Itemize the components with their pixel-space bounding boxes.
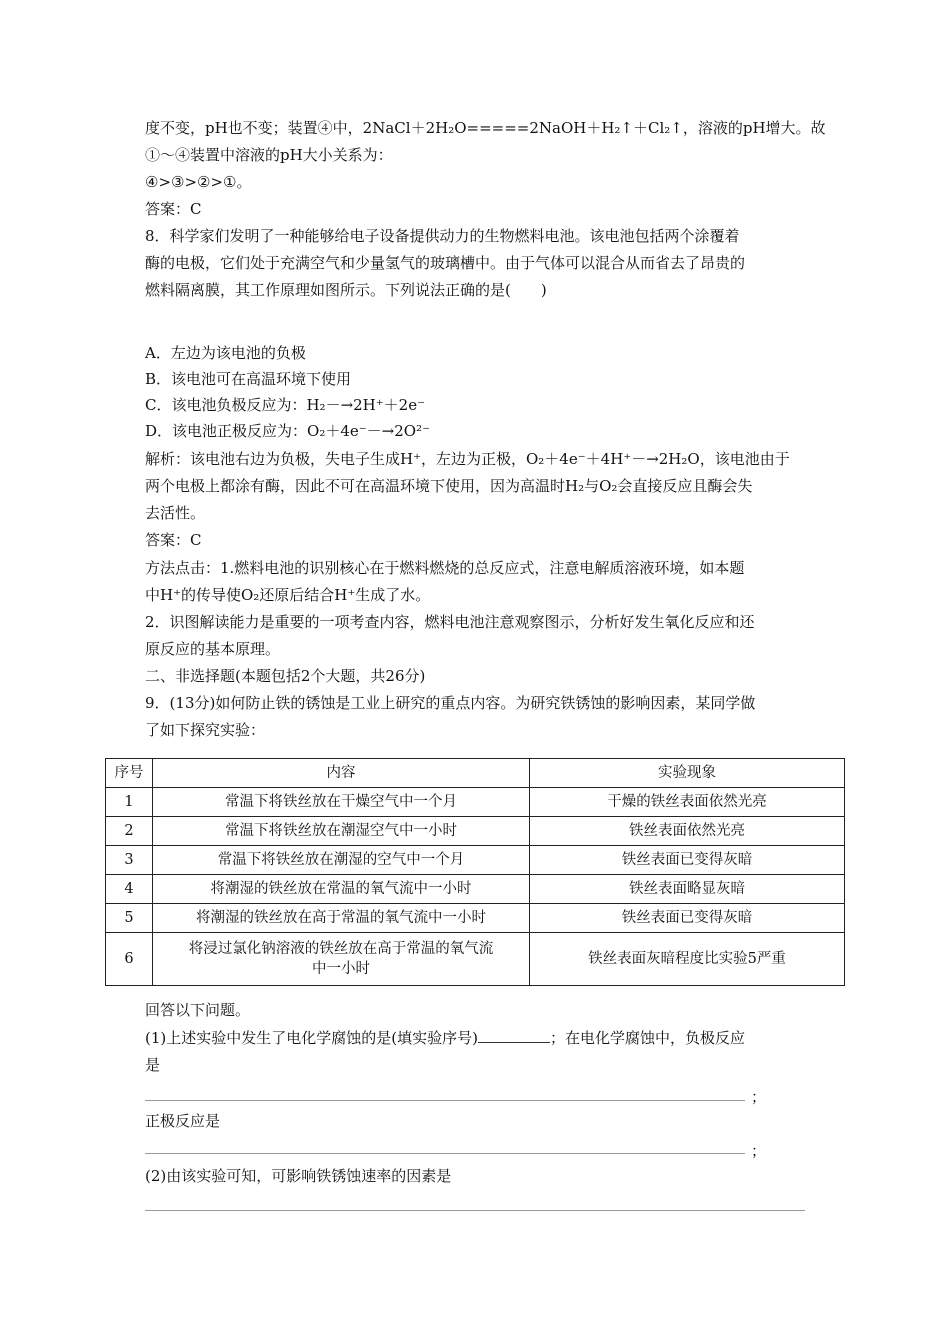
option-c: C．该电池负极反应为：H₂－→2H⁺＋2e⁻ bbox=[145, 396, 426, 414]
text-line: ④>③>②>①。 bbox=[145, 173, 252, 191]
answer-intro: 回答以下问题。 bbox=[145, 1001, 251, 1019]
answer-line-blank[interactable] bbox=[145, 1210, 805, 1211]
method-line: 2．识图解读能力是重要的一项考查内容，燃料电池注意观察图示，分析好发生氧化反应和还 bbox=[145, 613, 755, 631]
table-header-row bbox=[106, 759, 845, 788]
text-line: ①～④装置中溶液的pH大小关系为： bbox=[145, 146, 393, 164]
question-9-line: 了如下探究实验： bbox=[145, 721, 266, 739]
cell-result: 铁丝表面依然光亮 bbox=[530, 817, 845, 846]
text-line: 度不变，pH也不变；装置④中，2NaCl＋2H₂O=====2NaOH＋H₂↑＋Cl₂↑，溶液的pH增大。故 bbox=[145, 119, 826, 137]
cell-content: 常温下将铁丝放在干燥空气中一个月 bbox=[153, 788, 530, 817]
positive-reaction-label: 正极反应是 bbox=[145, 1112, 221, 1130]
question-8-line: 8．科学家们发明了一种能够给电子设备提供动力的生物燃料电池。该电池包括两个涂覆着 bbox=[145, 227, 740, 245]
cell-result: 铁丝表面略显灰暗 bbox=[530, 875, 845, 904]
cell-content: 常温下将铁丝放在潮湿空气中一小时 bbox=[153, 817, 530, 846]
answer-line: 答案：C bbox=[145, 200, 202, 218]
method-line: 中H⁺的传导使O₂还原后结合H⁺生成了水。 bbox=[145, 586, 431, 604]
cell-content: 将潮湿的铁丝放在高于常温的氧气流中一小时 bbox=[153, 904, 530, 933]
cell-no: 6 bbox=[106, 933, 153, 986]
analysis-line: 解析：该电池右边为负极，失电子生成H⁺，左边为正极，O₂＋4e⁻＋4H⁺－→2H₂O，该电池由于 bbox=[145, 450, 790, 468]
question-9-1 bbox=[145, 1028, 745, 1048]
cell-no: 4 bbox=[106, 875, 153, 904]
answer-line-blank[interactable] bbox=[145, 1100, 745, 1101]
cell-content-line: 将浸过氯化钠溶液的铁丝放在高于常温的氧气流 bbox=[188, 941, 494, 957]
option-b: B．该电池可在高温环境下使用 bbox=[145, 370, 352, 388]
table-row bbox=[106, 817, 845, 846]
semicolon: ； bbox=[751, 1142, 767, 1160]
method-line: 原反应的基本原理。 bbox=[145, 640, 281, 658]
semicolon: ； bbox=[751, 1088, 767, 1106]
table-row bbox=[106, 904, 845, 933]
question-9-1-text-tail: ；在电化学腐蚀中，负极反应 bbox=[549, 1029, 745, 1047]
question-8-line: 酶的电极，它们处于充满空气和少量氢气的玻璃槽中。由于气体可以混合从而省去了昂贵的 bbox=[145, 254, 746, 272]
cell-no: 1 bbox=[106, 788, 153, 817]
question-9-line: 9．(13分)如何防止铁的锈蚀是工业上研究的重点内容。为研究铁锈蚀的影响因素，某同学做 bbox=[145, 694, 756, 712]
cell-content bbox=[153, 933, 530, 986]
cell-no: 5 bbox=[106, 904, 153, 933]
cell-result: 铁丝表面已变得灰暗 bbox=[530, 904, 845, 933]
cell-result: 干燥的铁丝表面依然光亮 bbox=[530, 788, 845, 817]
analysis-line: 两个电极上都涂有酶，因此不可在高温环境下使用，因为高温时H₂与O₂会直接反应且酶会失 bbox=[145, 477, 753, 495]
answer-line: 答案：C bbox=[145, 531, 202, 549]
table-row bbox=[106, 875, 845, 904]
table-row bbox=[106, 933, 845, 986]
question-9-2: (2)由该实验可知，可影响铁锈蚀速率的因素是 bbox=[145, 1167, 452, 1185]
cell-no: 3 bbox=[106, 846, 153, 875]
header-content: 内容 bbox=[153, 759, 530, 788]
answer-blank-1[interactable] bbox=[478, 1028, 550, 1043]
question-9-1-cont: 是 bbox=[145, 1056, 161, 1074]
header-no: 序号 bbox=[106, 759, 153, 788]
cell-content-line: 中一小时 bbox=[312, 961, 370, 977]
cell-result: 铁丝表面灰暗程度比实验5严重 bbox=[530, 933, 845, 986]
option-a: A．左边为该电池的负极 bbox=[145, 344, 306, 362]
option-d: D．该电池正极反应为：O₂＋4e⁻－→2O²⁻ bbox=[145, 422, 431, 440]
header-result: 实验现象 bbox=[530, 759, 845, 788]
question-8-line: 燃料隔离膜，其工作原理如图所示。下列说法正确的是( ) bbox=[145, 281, 547, 299]
cell-no: 2 bbox=[106, 817, 153, 846]
method-line: 方法点击：1.燃料电池的识别核心在于燃料燃烧的总反应式，注意电解质溶液环境，如本题 bbox=[145, 559, 745, 577]
section-heading: 二、非选择题(本题包括2个大题，共26分) bbox=[145, 667, 426, 685]
cell-content: 常温下将铁丝放在潮湿的空气中一个月 bbox=[153, 846, 530, 875]
table-row bbox=[106, 846, 845, 875]
experiment-table bbox=[105, 758, 845, 986]
cell-result: 铁丝表面已变得灰暗 bbox=[530, 846, 845, 875]
question-9-1-text: (1)上述实验中发生了电化学腐蚀的是(填实验序号) bbox=[145, 1029, 478, 1047]
cell-content: 将潮湿的铁丝放在常温的氧气流中一小时 bbox=[153, 875, 530, 904]
answer-line-blank[interactable] bbox=[145, 1153, 745, 1154]
analysis-line: 去活性。 bbox=[145, 504, 206, 522]
table-row bbox=[106, 788, 845, 817]
